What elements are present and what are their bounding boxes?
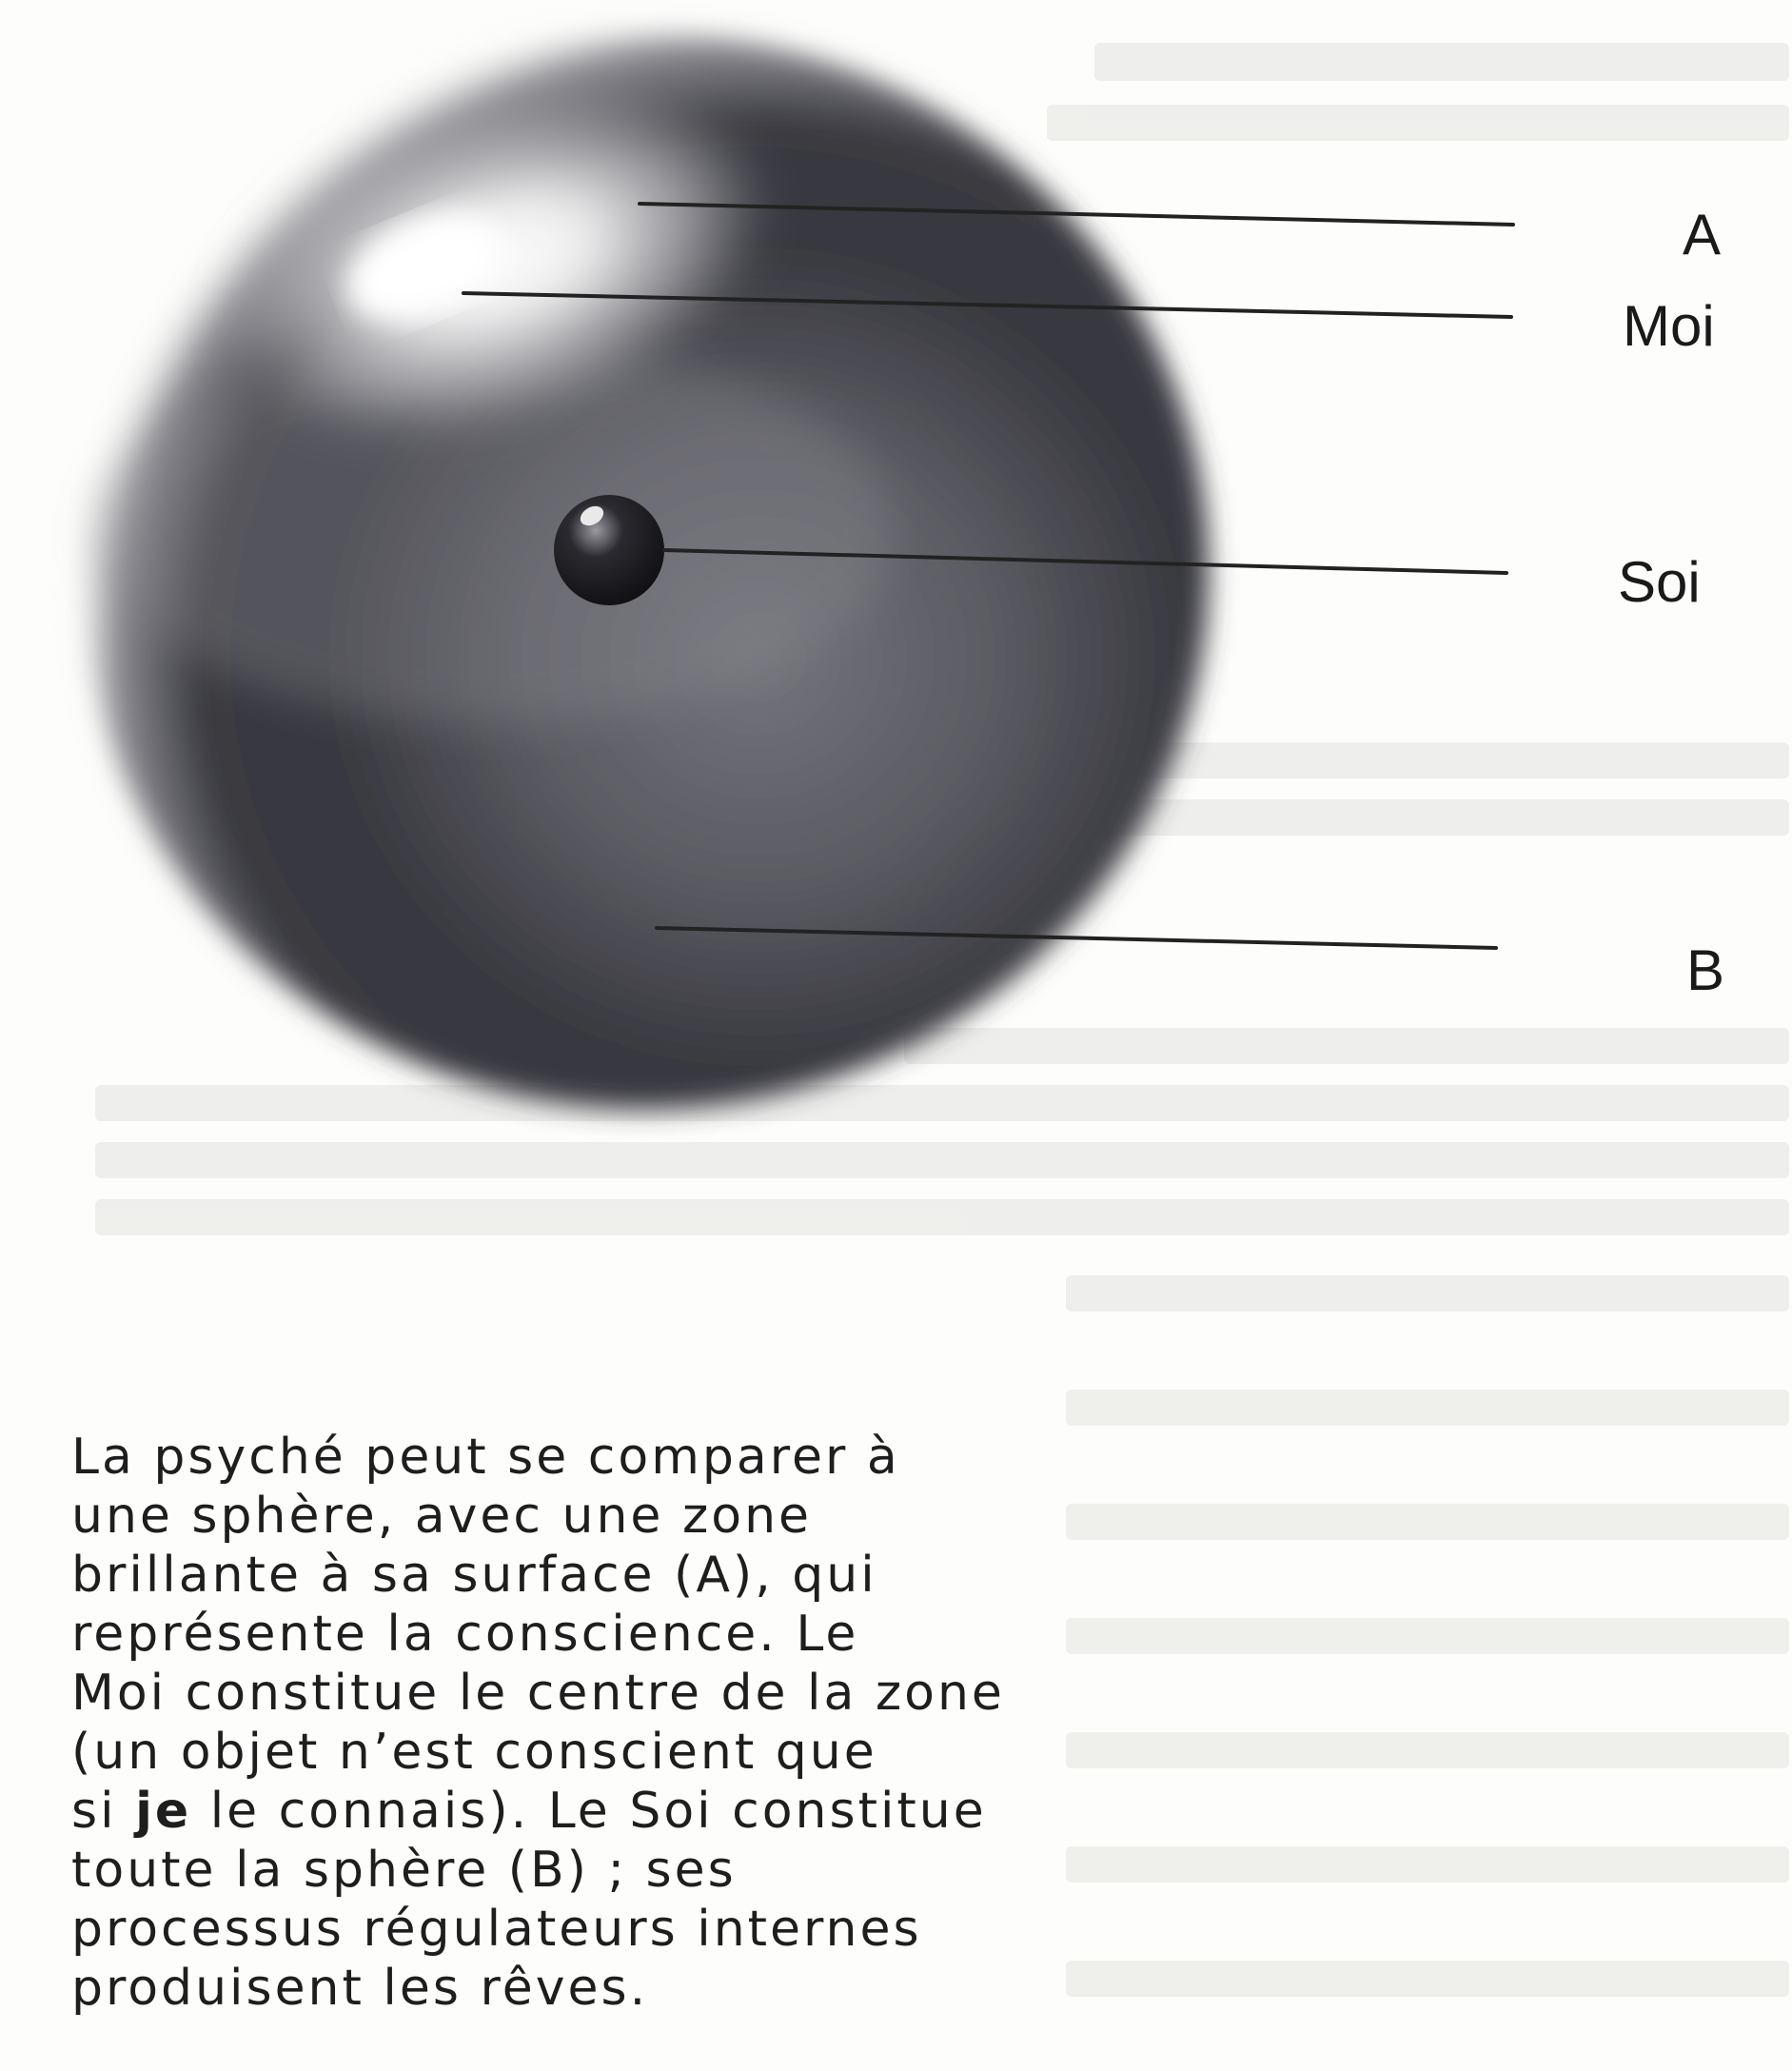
caption-line (71, 1782, 1099, 1841)
label-a: A (1683, 203, 1722, 266)
caption-line: processus régulateurs internes (71, 1901, 922, 1958)
figure-caption (71, 1428, 1099, 2018)
label-moi: Moi (1623, 294, 1715, 358)
caption-line: Moi constitue le centre de la zone (71, 1665, 1005, 1722)
label-b: B (1686, 938, 1725, 1002)
caption-emphasis: je (135, 1783, 192, 1840)
caption-line: produisent les rêves. (71, 1960, 649, 2017)
caption-line: (un objet n’est conscient que (71, 1724, 877, 1781)
caption-line: toute la sphère (B) ; ses (71, 1842, 737, 1899)
self-core-icon (554, 495, 664, 605)
caption-line: La psyché peut se comparer à (71, 1429, 900, 1486)
caption-line: une sphère, avec une zone (71, 1488, 813, 1545)
caption-text: si (71, 1783, 136, 1840)
label-soi: Soi (1618, 550, 1701, 614)
caption-text: le connais). Le Soi constitue (191, 1783, 987, 1840)
caption-line: brillante à sa surface (A), qui (71, 1547, 877, 1604)
caption-line: représente la conscience. Le (71, 1606, 859, 1663)
